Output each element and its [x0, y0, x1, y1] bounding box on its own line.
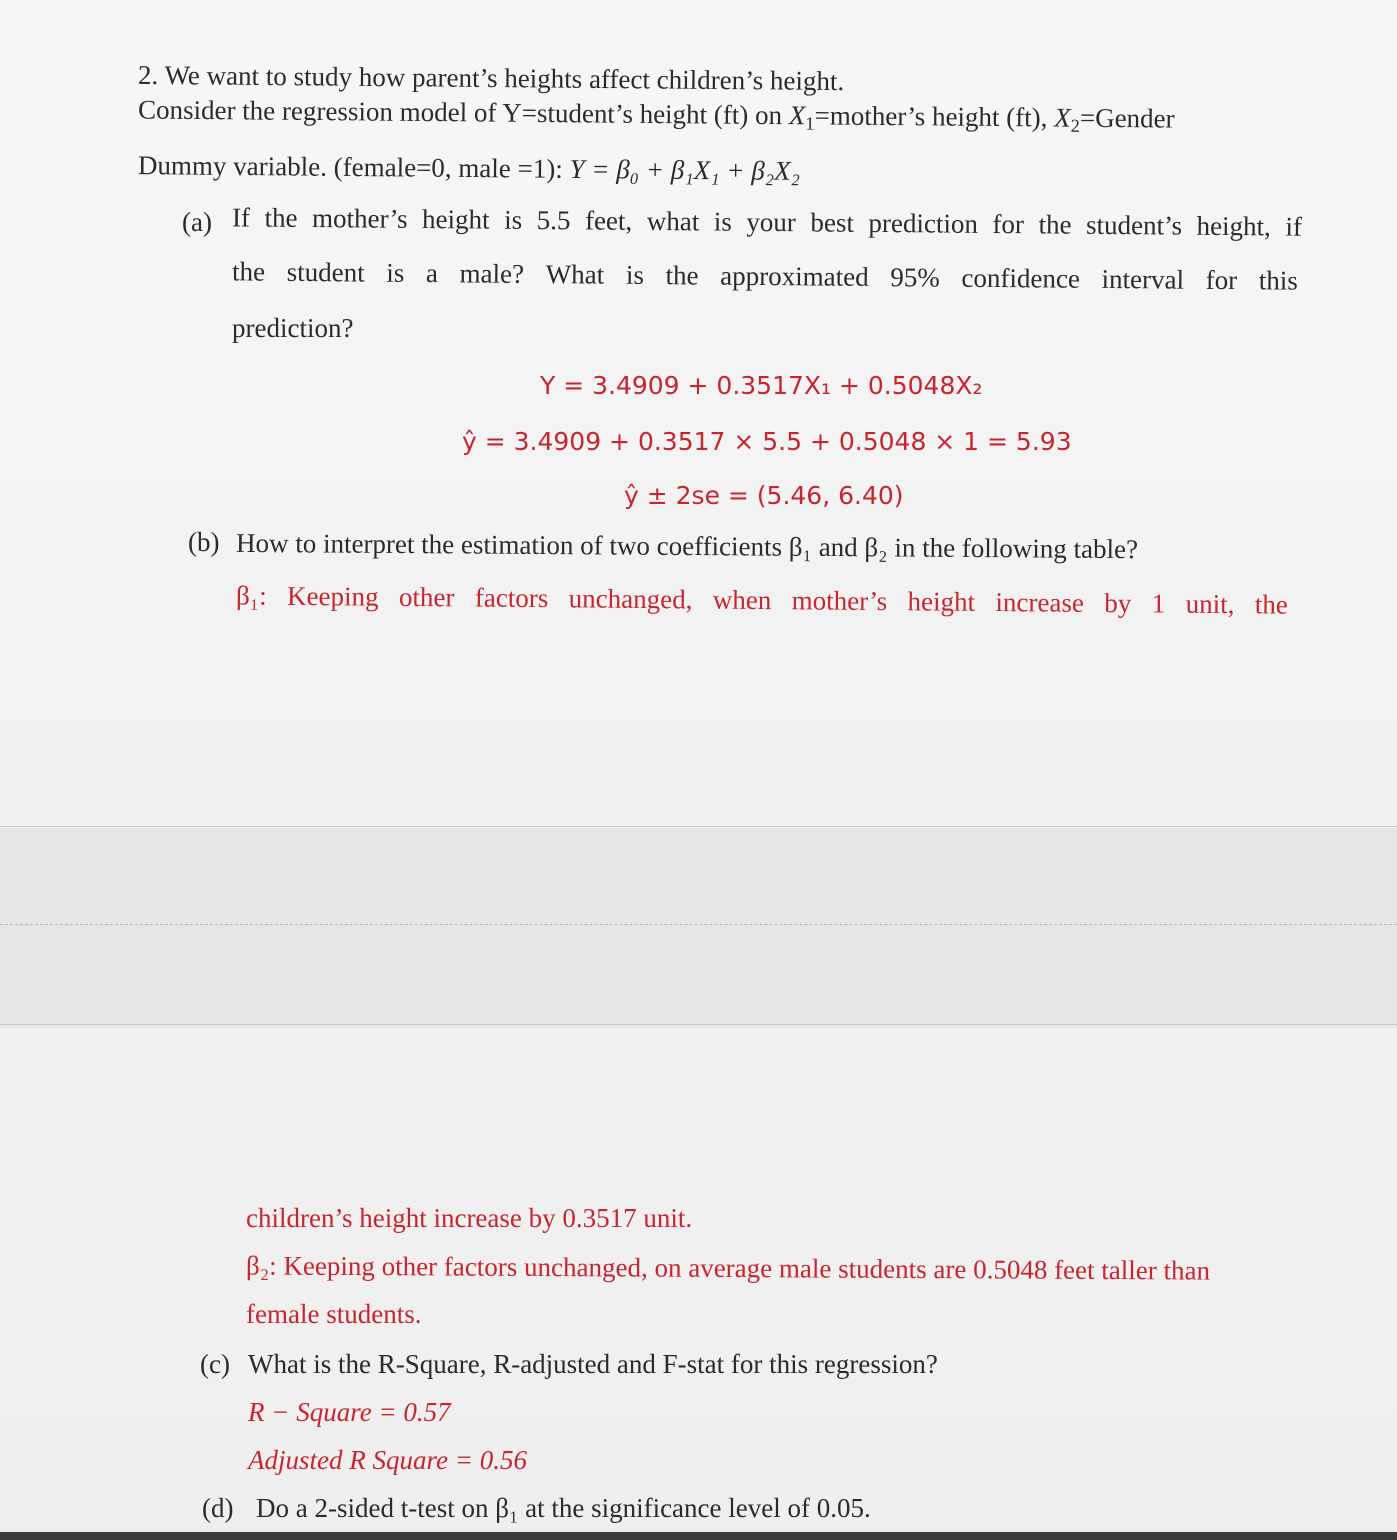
- answer-prediction: ŷ = 3.4909 + 0.3517 × 5.5 + 0.5048 × 1 = 5.93: [462, 427, 1072, 456]
- part-d-question: Do a 2-sided t-test on β₁ at the significance level of 0.05.: [256, 1493, 871, 1523]
- part-a-word: mother’s: [311, 203, 408, 234]
- model-description: Consider the regression model of Y=student’s height (ft) on: [137, 94, 790, 131]
- part-a-word: 5.5: [536, 204, 571, 236]
- part-a-word: for: [992, 208, 1025, 240]
- part-a-word: for: [1205, 264, 1238, 296]
- beta1-interpretation-line-2: children’s height increase by 0.3517 unit.: [246, 1203, 693, 1233]
- part-a-word: What: [545, 259, 605, 290]
- part-a-word: the: [665, 260, 699, 291]
- part-d-label: (d): [202, 1493, 234, 1523]
- r-square-answer: R − Square = 0.57: [248, 1397, 451, 1427]
- x1-description: =mother’s height (ft),: [814, 100, 1055, 133]
- page-divider-dashed: [0, 924, 1397, 925]
- part-a-word: the: [264, 202, 298, 233]
- question-line-3: [138, 149, 800, 187]
- x2-description: =Gender: [1079, 102, 1175, 134]
- part-a-word: male?: [459, 258, 525, 289]
- part-a-word: student: [286, 256, 365, 288]
- page-gap-band: [0, 828, 1397, 1028]
- part-a-word: 95%: [890, 262, 940, 293]
- part-a-word: the: [1038, 209, 1072, 240]
- part-a-word: If: [231, 202, 251, 233]
- beta1-word: factors: [474, 582, 549, 614]
- part-a-word: approximated: [720, 260, 869, 292]
- part-a-word: your: [746, 206, 797, 238]
- part-a-word: if: [1285, 211, 1303, 242]
- part-a-word: is: [713, 206, 732, 237]
- beta1-word: height: [907, 586, 976, 617]
- part-a-word: is: [625, 259, 645, 290]
- part-a-word: student’s: [1085, 209, 1183, 241]
- part-a-word: the: [231, 256, 266, 287]
- page-divider-bottom: [0, 1024, 1397, 1025]
- beta1-word: by: [1104, 587, 1132, 619]
- part-a-word: feet,: [584, 205, 633, 236]
- part-a-word: is: [386, 257, 405, 288]
- part-b-question: How to interpret the estimation of two coefficients β₁ and β₂ in the following table?: [235, 527, 1139, 565]
- part-a-word: height,: [1196, 210, 1272, 242]
- beta1-word: Keeping: [286, 580, 379, 612]
- adjusted-r-square-answer: Adjusted R Square = 0.56: [248, 1445, 527, 1475]
- question-line-1: [138, 59, 844, 97]
- part-a-word: prediction: [868, 207, 979, 239]
- part-a-word: a: [425, 258, 439, 289]
- question-intro: 2. We want to study how parent’s heights affect children’s height.: [137, 59, 845, 97]
- model-equation: Y = β₀ + β₁X₁ + β₂X₂: [569, 153, 801, 186]
- question-line-2: Consider the regression model of Y=student’s height (ft) on $X_1=mother’s$ height (ft), $X_2=Gender$: [137, 94, 1175, 136]
- variable-x2: X: [1054, 102, 1071, 133]
- beta1-word: other: [398, 581, 455, 613]
- variable-x1: X: [788, 100, 806, 131]
- beta1-word: β₁:: [235, 580, 267, 611]
- part-a-word: height: [422, 203, 490, 235]
- beta1-word: unchanged,: [568, 583, 693, 615]
- page-divider-top: [0, 826, 1397, 827]
- part-a-word: confidence: [961, 262, 1081, 294]
- beta1-word: mother’s: [791, 585, 888, 617]
- part-c-label: (c): [200, 1349, 230, 1379]
- part-a-word: what: [646, 205, 700, 237]
- part-a-word: this: [1258, 265, 1298, 296]
- beta1-word: unit,: [1185, 588, 1235, 620]
- bottom-edge-shadow: [0, 1532, 1397, 1540]
- beta2-interpretation-line-1: β₂: Keeping other factors unchanged, on average male students are 0.5048 feet taller than: [245, 1250, 1211, 1286]
- part-c-question: What is the R-Square, R-adjusted and F-stat for this regression?: [248, 1349, 938, 1379]
- beta1-word: when: [712, 584, 772, 616]
- beta1-word: 1: [1151, 588, 1166, 619]
- part-b-label: (b): [188, 527, 220, 557]
- part-a-word: best: [810, 207, 855, 238]
- answer-confidence-interval: ŷ ± 2se = (5.46, 6.40): [624, 481, 904, 510]
- dummy-variable-text: Dummy variable. (female=0, male =1):: [137, 150, 570, 184]
- part-a-label: (a): [182, 207, 212, 237]
- part-a-word: interval: [1101, 263, 1185, 295]
- answer-regression-equation: Y = 3.4909 + 0.3517X₁ + 0.5048X₂: [540, 371, 983, 400]
- part-a-line-3: prediction?: [232, 313, 354, 343]
- beta1-word: the: [1254, 589, 1288, 620]
- beta2-interpretation-line-2: female students.: [246, 1299, 422, 1329]
- part-a-word: is: [504, 204, 523, 235]
- beta1-word: increase: [995, 587, 1085, 618]
